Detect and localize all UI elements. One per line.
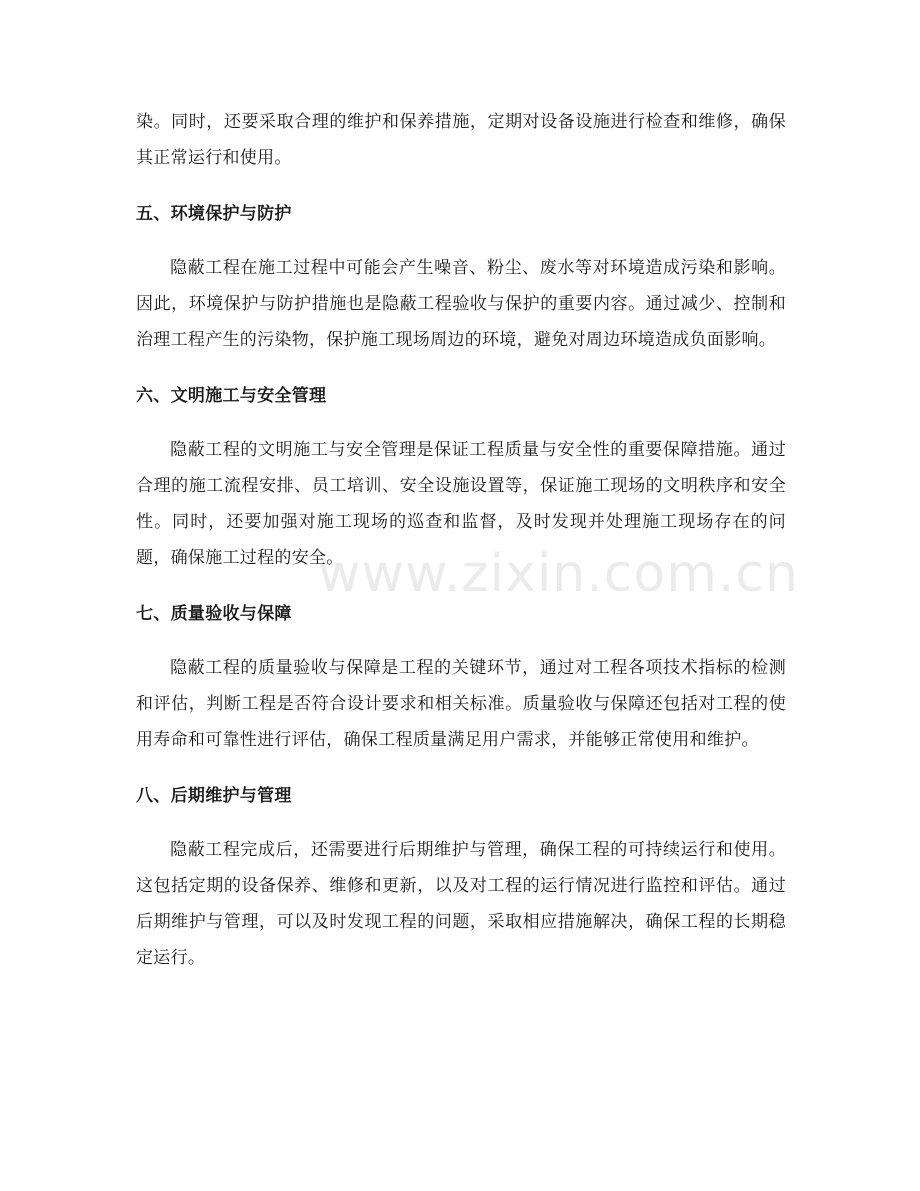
document-content <box>136 104 786 976</box>
section-body-6: 隐蔽工程的文明施工与安全管理是保证工程质量与安全性的重要保障措施。通过合理的施工流程安排、员工培训、安全设施设置等，保证施工现场的文明秩序和安全性。同时，还要加强对施工现场的巡查和监督，及时发现并处理施工现场存在的问题，确保施工过程的安全。 <box>136 440 786 568</box>
intro-paragraph: 染。同时，还要采取合理的维护和保养措施，定期对设备设施进行检查和维修，确保其正常运行和使用。 <box>136 112 786 168</box>
section-body-8: 隐蔽工程完成后，还需要进行后期维护与管理，确保工程的可持续运行和使用。这包括定期的设备保养、维修和更新，以及对工程的运行情况进行监控和评估。通过后期维护与管理，可以及时发现工程的问题，采取相应措施解决，确保工程的长期稳定运行。 <box>136 840 786 968</box>
section-body-7: 隐蔽工程的质量验收与保障是工程的关键环节，通过对工程各项技术指标的检测和评估，判断工程是否符合设计要求和相关标准。质量验收与保障还包括对工程的使用寿命和可靠性进行评估，确保工程质量满足用户需求，并能够正常使用和维护。 <box>136 658 786 750</box>
section-heading-5: 五、环境保护与防护 <box>136 204 292 224</box>
section-heading-8: 八、后期维护与管理 <box>136 786 292 806</box>
section-body-5: 隐蔽工程在施工过程中可能会产生噪音、粉尘、废水等对环境造成污染和影响。因此，环境保护与防护措施也是隐蔽工程验收与保护的重要内容。通过减少、控制和治理工程产生的污染物，保护施工现场周边的环境，避免对周边环境造成负面影响。 <box>136 258 786 350</box>
watermark: www.zixin.com.cn <box>318 544 799 604</box>
section-heading-7: 七、质量验收与保障 <box>136 604 292 624</box>
section-heading-6: 六、文明施工与安全管理 <box>136 386 327 406</box>
